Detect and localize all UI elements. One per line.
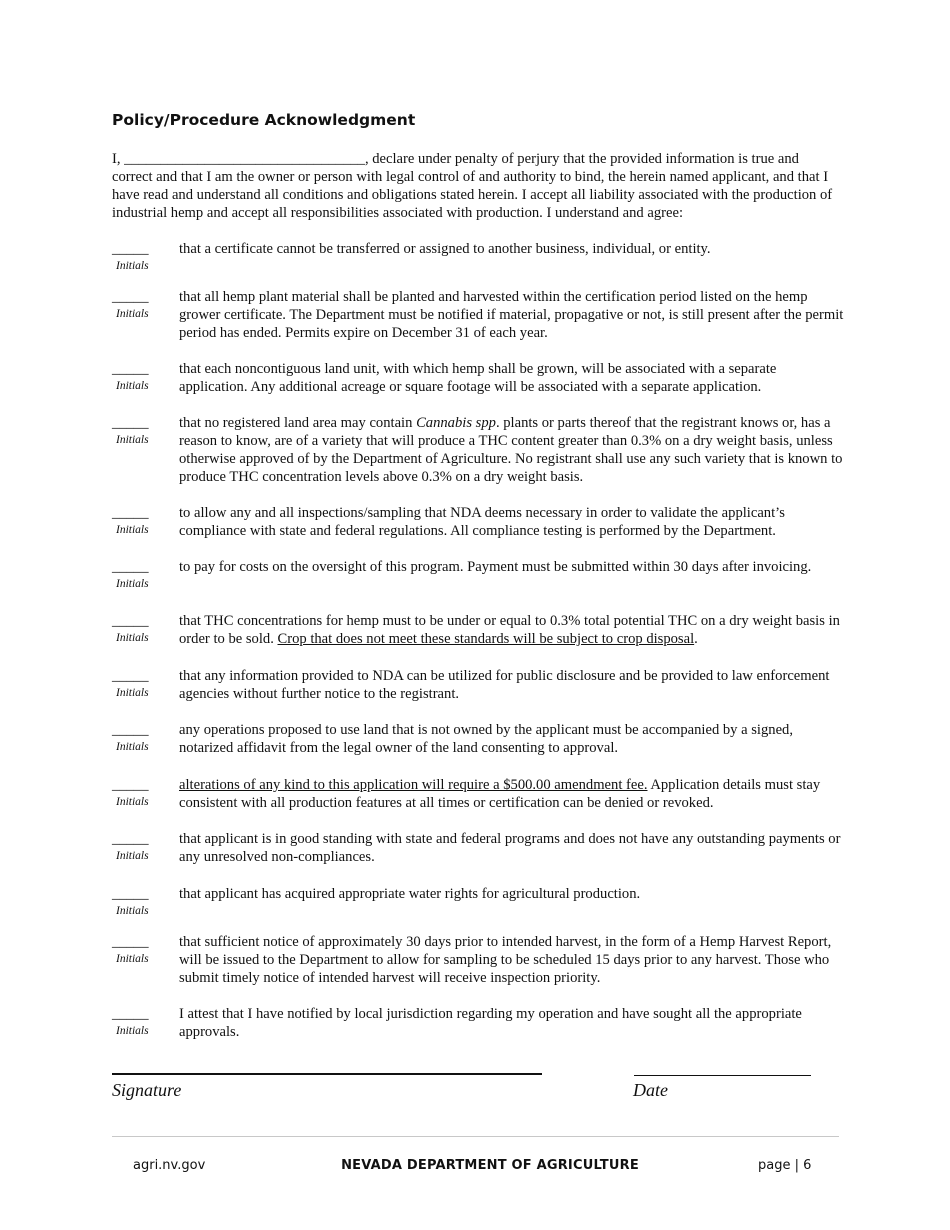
signature-label: Signature	[112, 1080, 182, 1100]
initials-blank[interactable]: _____	[112, 934, 149, 950]
item-text-underlined: alterations of any kind to this application will require a $500.00 amendment fee.	[179, 777, 648, 793]
initials-label: Initials	[116, 308, 149, 320]
item-text-underlined: Crop that does not meet these standards will be subject to crop disposal	[277, 631, 695, 647]
initials-blank[interactable]: _____	[112, 289, 149, 305]
item-text: I attest that I have notified by local jurisdiction regarding my operation and have sought all the appropriate approvals.	[179, 1006, 802, 1040]
initials-blank[interactable]: _____	[112, 1006, 149, 1022]
item-text: that applicant is in good standing with state and federal programs and does not have any outstanding payments or any unresolved non-compliances.	[179, 831, 841, 865]
footer-website: agri.nv.gov	[133, 1158, 206, 1173]
footer-page-number: page | 6	[758, 1158, 812, 1173]
page-title: Policy/Procedure Acknowledgment	[112, 111, 416, 129]
item-text-italic: Cannabis spp	[416, 415, 496, 431]
item-text: that sufficient notice of approximately 30 days prior to intended harvest, in the form of a Hemp Harvest Report, will be issued to the Department to allow for sampling to be scheduled 15 days prior to any harvest. Those who submit timely notice of intended harvest will receive inspection priority.	[179, 934, 832, 986]
footer-department: NEVADA DEPARTMENT OF AGRICULTURE	[341, 1158, 639, 1173]
item-text: that all hemp plant material shall be planted and harvested within the certification period listed on the hemp grower certificate. The Department must be notified if material, propagative or not, is still present after the permit period has ended. Permits expire on December 31 of each year.	[179, 289, 844, 341]
item-text-part: .	[694, 631, 698, 647]
initials-blank[interactable]: _____	[112, 722, 149, 738]
item-text: that applicant has acquired appropriate water rights for agricultural production.	[179, 886, 641, 902]
initials-label: Initials	[116, 632, 149, 644]
initials-label: Initials	[116, 741, 149, 753]
initials-blank[interactable]: _____	[112, 241, 149, 257]
item-text-part: . plants or parts thereof that the registrant knows or, has a reason to know, are of a variety that will produce a THC content greater than 0.3% on a dry weight basis, unless otherwise approved of by the Department of Agriculture. No registrant shall use any such variety that is known to produce THC concentration levels above 0.3% on a dry weight basis.	[179, 415, 843, 485]
initials-label: Initials	[116, 380, 149, 392]
item-text	[179, 414, 847, 486]
initials-label: Initials	[116, 524, 149, 536]
initials-label: Initials	[116, 260, 149, 272]
initials-label: Initials	[116, 850, 149, 862]
initials-blank[interactable]: _____	[112, 831, 149, 847]
initials-blank[interactable]: _____	[112, 505, 149, 521]
initials-label: Initials	[116, 905, 149, 917]
initials-label: Initials	[116, 1025, 149, 1037]
item-text: that a certificate cannot be transferred or assigned to another business, individual, or entity.	[179, 241, 711, 257]
initials-blank[interactable]: _____	[112, 777, 149, 793]
item-text-part: that THC concentrations for hemp must to be under or equal to 0.3% total potential THC on a dry weight basis in order to be sold.	[179, 613, 840, 647]
initials-blank[interactable]: _____	[112, 559, 149, 575]
item-text: to allow any and all inspections/sampling that NDA deems necessary in order to validate the applicant’s compliance with state and federal regulations. All compliance testing is performed by the Department.	[179, 505, 785, 539]
initials-blank[interactable]: _____	[112, 886, 149, 902]
initials-label: Initials	[116, 434, 149, 446]
footer-divider	[112, 1136, 839, 1137]
initials-label: Initials	[116, 578, 149, 590]
item-text: that any information provided to NDA can be utilized for public disclosure and be provided to law enforcement agencies without further notice to the registrant.	[179, 668, 830, 702]
date-line[interactable]	[634, 1075, 811, 1076]
item-text-part: that no registered land area may contain	[179, 415, 417, 431]
initials-label: Initials	[116, 687, 149, 699]
item-text	[179, 776, 847, 812]
initials-label: Initials	[116, 796, 149, 808]
initials-label: Initials	[116, 953, 149, 965]
item-text: any operations proposed to use land that is not owned by the applicant must be accompanied by a signed, notarized affidavit from the legal owner of the land consenting to approval.	[179, 722, 794, 756]
initials-blank[interactable]: _____	[112, 668, 149, 684]
initials-blank[interactable]: _____	[112, 361, 149, 377]
date-label: Date	[633, 1080, 668, 1100]
signature-line[interactable]	[112, 1073, 542, 1075]
item-text-part: Application details must stay consistent with all production features at all times or certification can be denied or revoked.	[179, 777, 821, 811]
initials-blank[interactable]: _____	[112, 613, 149, 629]
item-text: that each noncontiguous land unit, with which hemp shall be grown, will be associated with a separate application. Any additional acreage or square footage will be associated with a separate application.	[179, 361, 777, 395]
item-text: to pay for costs on the oversight of this program. Payment must be submitted within 30 days after invoicing.	[179, 559, 812, 575]
item-text	[179, 612, 847, 648]
initials-blank[interactable]: _____	[112, 415, 149, 431]
declaration-paragraph: I, _________________________________, declare under penalty of perjury that the provided information is true and correct and that I am the owner or person with legal control of and authority to bind, the herein named applicant, and that I have read and understand all conditions and obligations stated herein. I accept all liability associated with the production of industrial hemp and accept all responsibilities associated with production. I understand and agree:	[112, 151, 833, 221]
